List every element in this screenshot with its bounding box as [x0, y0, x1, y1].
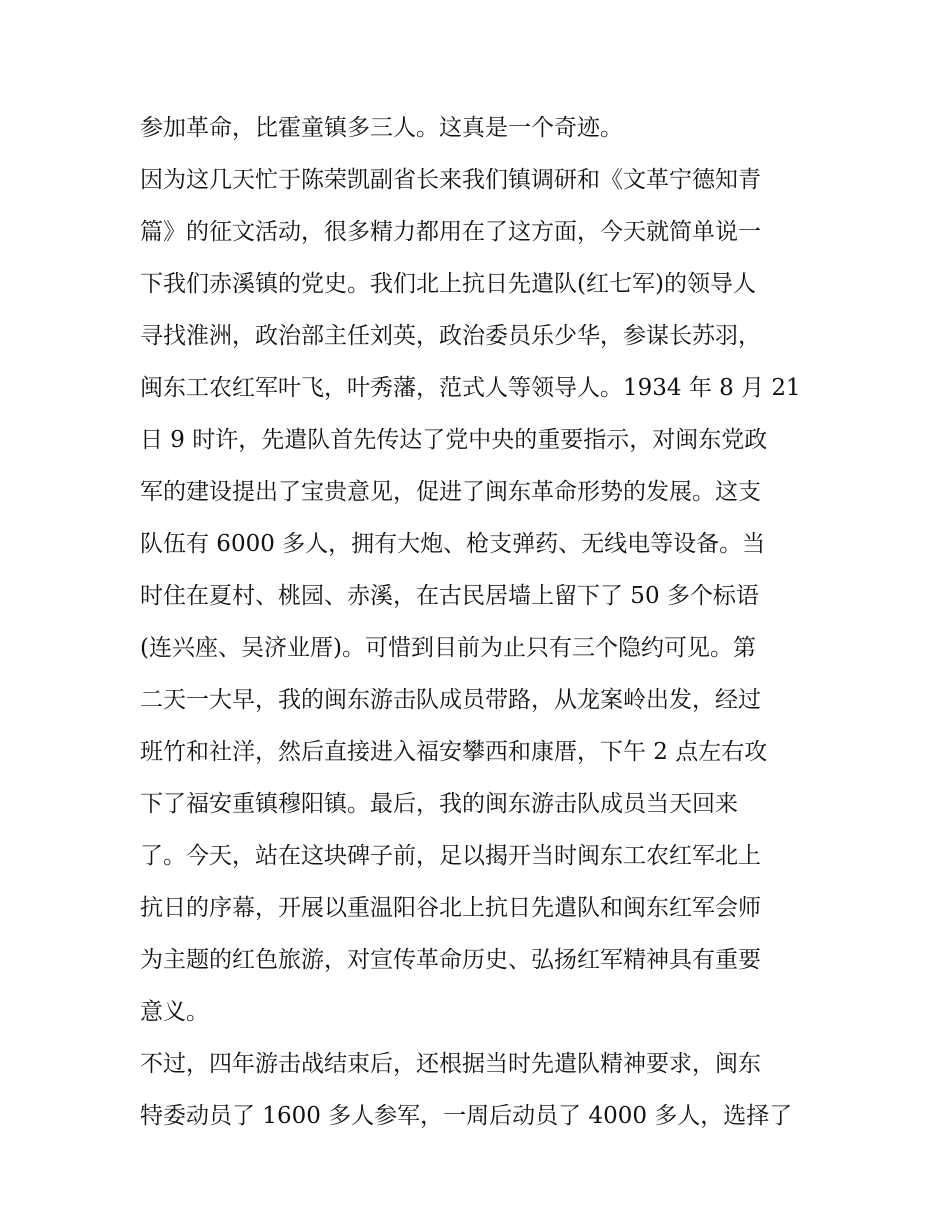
text-line: 篇》的征文活动，很多精力都用在了这方面，今天就简单说一 [140, 219, 761, 245]
text-line: 因为这几天忙于陈荣凯副省长来我们镇调研和《文革宁德知青 [140, 167, 761, 193]
text-line: 为主题的红色旅游，对宣传革命历史、弘扬红军精神具有重要 [140, 947, 761, 973]
text-line: 了。今天，站在这块碑子前，足以揭开当时闽东工农红军北上 [140, 843, 761, 869]
text-line: 下了福安重镇穆阳镇。最后，我的闽东游击队成员当天回来 [140, 791, 738, 817]
text-line: 队伍有 6000 多人，拥有大炮、枪支弹药、无线电等设备。当 [140, 531, 766, 557]
text-line: 日 9 时许，先遣队首先传达了党中央的重要指示，对闽东党政 [140, 427, 768, 453]
text-line: 军的建设提出了宝贵意见，促进了闽东革命形势的发展。这支 [140, 479, 761, 505]
text-line: (连兴座、吴济业厝)。可惜到目前为止只有三个隐约可见。第 [140, 635, 756, 661]
text-line: 时住在夏村、桃园、赤溪，在古民居墙上留下了 50 多个标语 [140, 583, 759, 609]
text-line: 意义。 [140, 999, 209, 1025]
text-line: 班竹和社洋，然后直接进入福安攀西和康厝，下午 2 点左右攻 [140, 739, 768, 765]
text-line: 参加革命，比霍童镇多三人。这真是一个奇迹。 [140, 115, 623, 141]
text-line: 二天一大早，我的闽东游击队成员带路，从龙案岭出发，经过 [140, 687, 761, 713]
text-line: 特委动员了 1600 多人参军，一周后动员了 4000 多人，选择了 [140, 1103, 793, 1129]
text-line: 闽东工农红军叶飞，叶秀藩，范式人等领导人。1934 年 8 月 21 [140, 375, 801, 401]
text-line: 寻找淮洲，政治部主任刘英，政治委员乐少华，参谋长苏羽， [140, 323, 761, 349]
text-line: 抗日的序幕，开展以重温阳谷北上抗日先遣队和闽东红军会师 [140, 895, 761, 921]
text-line: 不过，四年游击战结束后，还根据当时先遣队精神要求，闽东 [140, 1051, 761, 1077]
text-line: 下我们赤溪镇的党史。我们北上抗日先遣队(红七军)的领导人 [140, 271, 756, 297]
